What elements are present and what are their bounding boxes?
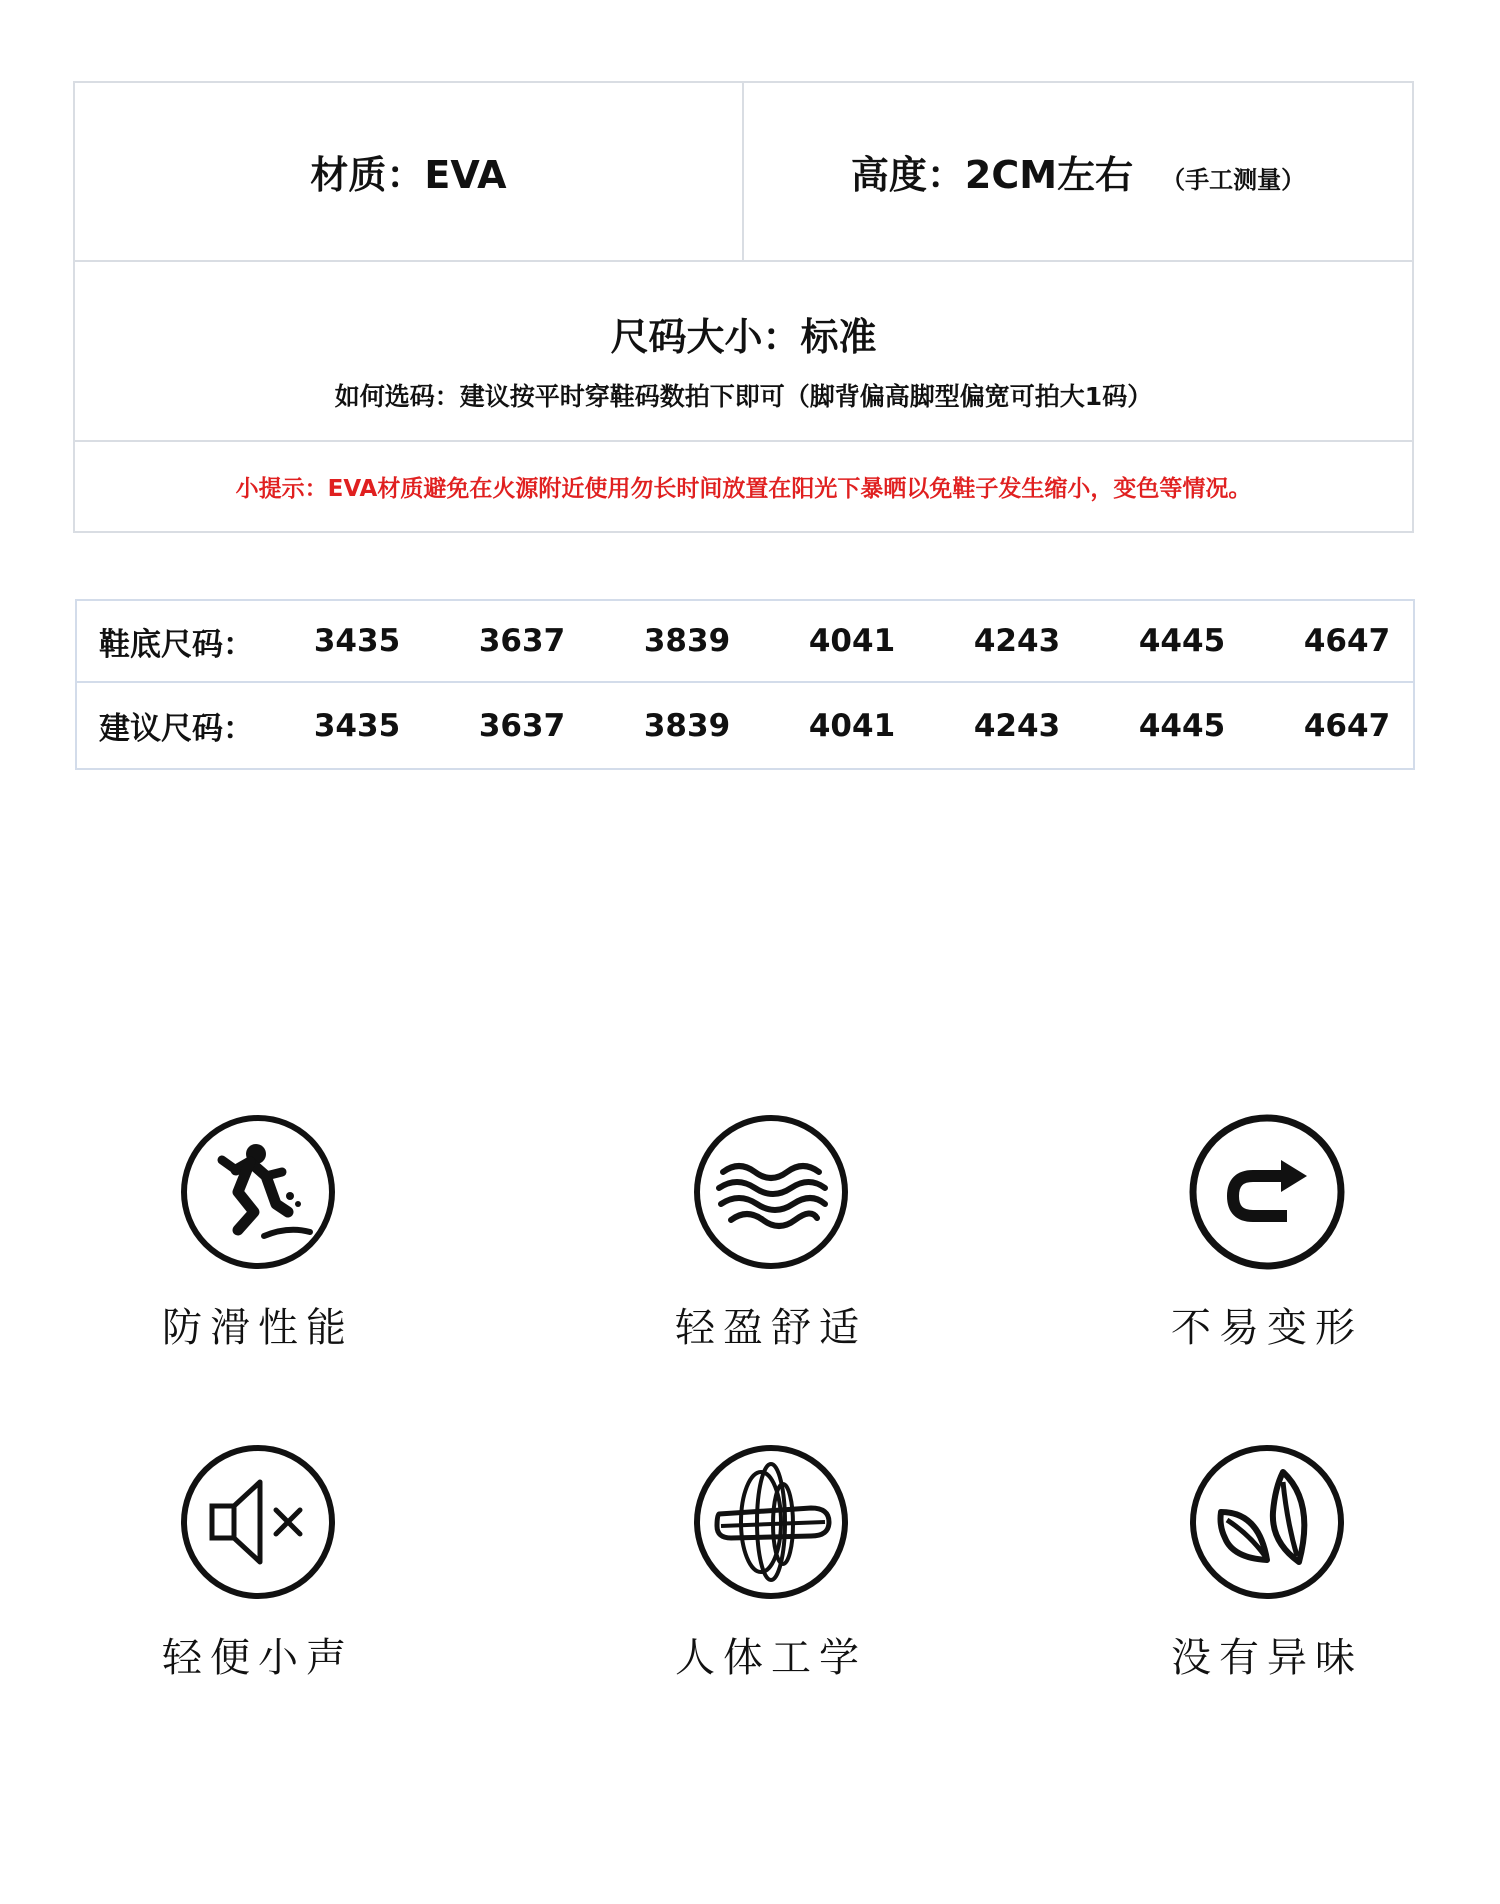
feature-label: 轻便小声 — [162, 1635, 354, 1681]
spec-row-tip — [75, 442, 1412, 531]
size-table — [75, 599, 1415, 770]
table-cell: 4445 — [1138, 623, 1226, 659]
table-cell: 3839 — [643, 707, 731, 744]
slip-person-icon — [178, 1112, 338, 1272]
feature-no-odor — [1137, 1442, 1397, 1683]
height-note: （手工测量） — [1161, 166, 1306, 194]
feature-label: 没有异味 — [1171, 1635, 1363, 1681]
feature-anti-slip — [128, 1112, 388, 1353]
table-cell: 4041 — [808, 707, 896, 744]
feature-ergonomic — [641, 1442, 901, 1683]
spec-row-size — [75, 262, 1412, 442]
table-cell: 4445 — [1138, 707, 1226, 744]
leaves-icon — [1187, 1442, 1347, 1602]
table-cell: 4041 — [808, 623, 896, 659]
table-cell: 3435 — [313, 707, 401, 744]
feature-quiet — [128, 1442, 388, 1683]
table-cell: 3839 — [643, 623, 731, 659]
return-arrow-icon — [1187, 1112, 1347, 1272]
material-text: 材质：EVA — [310, 153, 507, 197]
feature-no-deform — [1137, 1112, 1397, 1353]
size-advice: 如何选码：建议按平时穿鞋码数拍下即可（脚背偏高脚型偏宽可拍大1码） — [334, 382, 1153, 411]
ergonomic-sole-icon — [691, 1442, 851, 1602]
table-row — [77, 683, 1413, 768]
row-label: 建议尺码： — [99, 711, 254, 747]
feature-label: 轻盈舒适 — [675, 1305, 867, 1351]
table-cell: 4243 — [973, 623, 1061, 659]
table-row — [77, 601, 1413, 683]
table-cell: 3637 — [478, 623, 566, 659]
row-label: 鞋底尺码： — [99, 626, 254, 663]
feature-label: 不易变形 — [1171, 1305, 1363, 1351]
feature-comfort — [641, 1112, 901, 1353]
waves-icon — [691, 1112, 851, 1272]
size-title: 尺码大小：标准 — [610, 315, 877, 359]
mute-speaker-icon — [178, 1442, 338, 1602]
height-cell — [744, 83, 1412, 260]
feature-label: 防滑性能 — [162, 1305, 354, 1351]
tip-text: 小提示：EVA材质避免在火源附近使用勿长时间放置在阳光下暴晒以免鞋子发生缩小，变色等情况。 — [235, 476, 1252, 502]
material-cell — [75, 83, 744, 260]
table-cell: 4647 — [1303, 707, 1391, 744]
feature-label: 人体工学 — [675, 1635, 867, 1681]
spec-box — [73, 81, 1414, 533]
table-cell: 4243 — [973, 707, 1061, 744]
table-cell: 3637 — [478, 707, 566, 744]
height-text: 高度：2CM左右 — [850, 153, 1134, 197]
spec-row-material-height — [75, 83, 1412, 262]
table-cell: 4647 — [1303, 623, 1391, 659]
table-cell: 3435 — [313, 623, 401, 659]
